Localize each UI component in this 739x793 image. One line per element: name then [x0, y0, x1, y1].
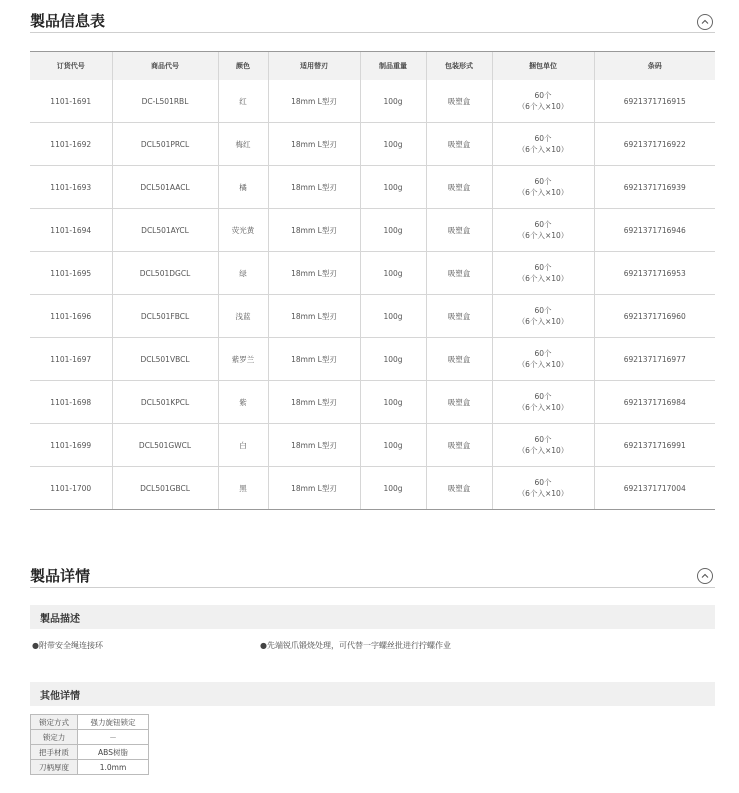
chevron-up-circle-icon	[700, 17, 710, 27]
cell-barcode: 6921371716984	[594, 381, 715, 424]
cell-weight: 100g	[360, 80, 426, 123]
cell-product-code: DCL501AACL	[112, 166, 218, 209]
cell-order-code: 1101-1697	[30, 338, 112, 381]
cell-product-code: DCL501GBCL	[112, 467, 218, 510]
detail-value: 1.0mm	[78, 760, 149, 775]
cell-unit	[492, 209, 594, 252]
other-details-heading: 其他详情	[40, 691, 80, 702]
header-color: 颜色	[218, 52, 268, 81]
cell-weight: 100g	[360, 295, 426, 338]
cell-unit	[492, 80, 594, 123]
cell-blade: 18mm L型刃	[268, 252, 360, 295]
table-row	[30, 467, 715, 510]
cell-order-code: 1101-1696	[30, 295, 112, 338]
unit-count: 60个	[534, 220, 552, 229]
cell-weight: 100g	[360, 381, 426, 424]
table-row	[30, 381, 715, 424]
cell-barcode: 6921371717004	[594, 467, 715, 510]
unit-pack: （6个入×10）	[517, 231, 569, 240]
cell-color: 绿	[218, 252, 268, 295]
cell-unit	[492, 424, 594, 467]
cell-unit	[492, 166, 594, 209]
cell-weight: 100g	[360, 338, 426, 381]
chevron-up-circle-icon	[700, 571, 710, 581]
detail-key: 锁定力	[31, 730, 78, 745]
cell-order-code: 1101-1698	[30, 381, 112, 424]
cell-weight: 100g	[360, 123, 426, 166]
description-item: ●附带安全绳连接环	[32, 641, 103, 650]
table-row	[30, 166, 715, 209]
description-item: ●先端锐爪锻烧处理，可代替一字螺丝批进行拧螺作业	[260, 641, 451, 650]
detail-value: －	[78, 730, 149, 745]
cell-weight: 100g	[360, 252, 426, 295]
header-unit: 捆包单位	[492, 52, 594, 81]
detail-value: 强力旋钮锁定	[78, 715, 149, 730]
unit-pack: （6个入×10）	[517, 403, 569, 412]
cell-blade: 18mm L型刃	[268, 467, 360, 510]
other-details-table	[30, 714, 149, 775]
cell-barcode: 6921371716939	[594, 166, 715, 209]
cell-color: 梅红	[218, 123, 268, 166]
cell-package: 吸塑盒	[426, 295, 492, 338]
detail-key: 把手材质	[31, 745, 78, 760]
cell-product-code: DCL501FBCL	[112, 295, 218, 338]
cell-package: 吸塑盒	[426, 467, 492, 510]
cell-barcode: 6921371716915	[594, 80, 715, 123]
cell-barcode: 6921371716960	[594, 295, 715, 338]
cell-barcode: 6921371716946	[594, 209, 715, 252]
cell-package: 吸塑盒	[426, 252, 492, 295]
cell-barcode: 6921371716991	[594, 424, 715, 467]
info-section-title: 製品信息表	[30, 12, 106, 30]
cell-unit	[492, 252, 594, 295]
table-row	[30, 424, 715, 467]
unit-count: 60个	[534, 478, 552, 487]
info-collapse-button[interactable]	[697, 14, 713, 30]
unit-pack: （6个入×10）	[517, 446, 569, 455]
unit-pack: （6个入×10）	[517, 360, 569, 369]
cell-package: 吸塑盒	[426, 209, 492, 252]
cell-blade: 18mm L型刃	[268, 166, 360, 209]
cell-blade: 18mm L型刃	[268, 338, 360, 381]
cell-package: 吸塑盒	[426, 123, 492, 166]
cell-blade: 18mm L型刃	[268, 80, 360, 123]
detail-collapse-button[interactable]	[697, 568, 713, 584]
unit-count: 60个	[534, 435, 552, 444]
cell-color: 红	[218, 80, 268, 123]
detail-key: 锁定方式	[31, 715, 78, 730]
cell-unit	[492, 338, 594, 381]
cell-blade: 18mm L型刃	[268, 424, 360, 467]
detail-key: 刀柄厚度	[31, 760, 78, 775]
cell-package: 吸塑盒	[426, 80, 492, 123]
cell-blade: 18mm L型刃	[268, 295, 360, 338]
unit-count: 60个	[534, 349, 552, 358]
cell-weight: 100g	[360, 209, 426, 252]
table-row	[31, 745, 149, 760]
cell-product-code: DCL501VBCL	[112, 338, 218, 381]
header-order-code: 订货代号	[30, 52, 112, 81]
unit-count: 60个	[534, 263, 552, 272]
cell-color: 紫	[218, 381, 268, 424]
cell-order-code: 1101-1699	[30, 424, 112, 467]
header-product-code: 商品代号	[112, 52, 218, 81]
cell-blade: 18mm L型刃	[268, 381, 360, 424]
cell-weight: 100g	[360, 166, 426, 209]
cell-blade: 18mm L型刃	[268, 209, 360, 252]
info-section-divider	[30, 32, 715, 33]
table-row	[30, 80, 715, 123]
product-info-table	[30, 51, 715, 510]
unit-count: 60个	[534, 306, 552, 315]
table-row	[31, 730, 149, 745]
cell-color: 橘	[218, 166, 268, 209]
cell-product-code: DCL501KPCL	[112, 381, 218, 424]
cell-blade: 18mm L型刃	[268, 123, 360, 166]
cell-barcode: 6921371716922	[594, 123, 715, 166]
cell-package: 吸塑盒	[426, 166, 492, 209]
cell-color: 浅蓝	[218, 295, 268, 338]
unit-count: 60个	[534, 134, 552, 143]
cell-package: 吸塑盒	[426, 381, 492, 424]
unit-pack: （6个入×10）	[517, 274, 569, 283]
cell-order-code: 1101-1700	[30, 467, 112, 510]
cell-color: 紫罗兰	[218, 338, 268, 381]
cell-color: 白	[218, 424, 268, 467]
table-row	[30, 252, 715, 295]
description-heading: 製品描述	[40, 614, 80, 625]
table-row	[30, 338, 715, 381]
cell-product-code: DC-L501RBL	[112, 80, 218, 123]
cell-product-code: DCL501DGCL	[112, 252, 218, 295]
unit-pack: （6个入×10）	[517, 145, 569, 154]
cell-package: 吸塑盒	[426, 424, 492, 467]
unit-pack: （6个入×10）	[517, 188, 569, 197]
table-row	[30, 295, 715, 338]
cell-unit	[492, 295, 594, 338]
cell-order-code: 1101-1694	[30, 209, 112, 252]
header-barcode: 条码	[594, 52, 715, 81]
cell-order-code: 1101-1695	[30, 252, 112, 295]
cell-product-code: DCL501PRCL	[112, 123, 218, 166]
cell-product-code: DCL501AYCL	[112, 209, 218, 252]
cell-order-code: 1101-1691	[30, 80, 112, 123]
unit-count: 60个	[534, 392, 552, 401]
other-details-heading-bar	[30, 682, 715, 706]
table-row	[30, 123, 715, 166]
table-row	[31, 760, 149, 775]
description-heading-bar	[30, 605, 715, 629]
header-weight: 制品重量	[360, 52, 426, 81]
unit-pack: （6个入×10）	[517, 317, 569, 326]
cell-color: 荧光黄	[218, 209, 268, 252]
table-row	[30, 209, 715, 252]
table-row	[31, 715, 149, 730]
detail-value: ABS树脂	[78, 745, 149, 760]
cell-barcode: 6921371716977	[594, 338, 715, 381]
header-package: 包装形式	[426, 52, 492, 81]
header-blade: 适用替刃	[268, 52, 360, 81]
unit-count: 60个	[534, 177, 552, 186]
cell-unit	[492, 381, 594, 424]
detail-section-divider	[30, 587, 715, 588]
detail-section-title: 製品详情	[30, 567, 91, 585]
cell-barcode: 6921371716953	[594, 252, 715, 295]
cell-package: 吸塑盒	[426, 338, 492, 381]
cell-unit	[492, 123, 594, 166]
unit-pack: （6个入×10）	[517, 102, 569, 111]
unit-pack: （6个入×10）	[517, 489, 569, 498]
cell-product-code: DCL501GWCL	[112, 424, 218, 467]
cell-weight: 100g	[360, 424, 426, 467]
unit-count: 60个	[534, 91, 552, 100]
cell-unit	[492, 467, 594, 510]
cell-weight: 100g	[360, 467, 426, 510]
cell-order-code: 1101-1692	[30, 123, 112, 166]
cell-color: 黑	[218, 467, 268, 510]
cell-order-code: 1101-1693	[30, 166, 112, 209]
table-header-row	[30, 52, 715, 81]
